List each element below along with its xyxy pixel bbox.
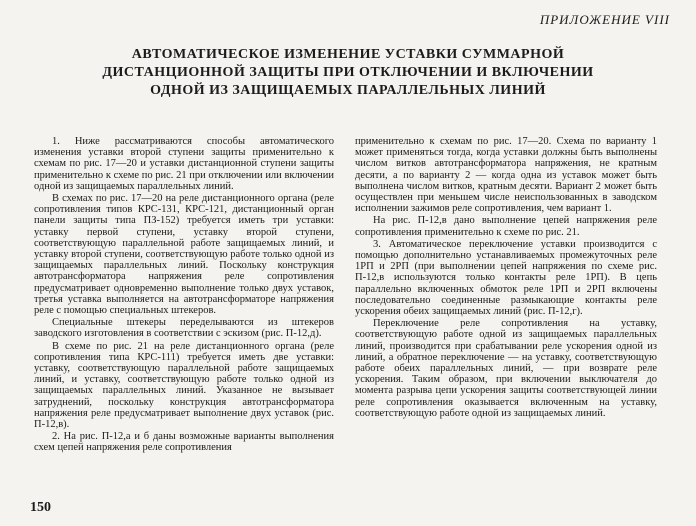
right-column (355, 136, 657, 419)
paragraph: 3. Автоматическое переключение уставки производится с помощью дополнительно устанавливаемых промежуточных реле 1РП и 2РП (при выполнении цепей напряжения по схеме рис. П-12,в используются только контакты реле 1РП). В цепь параллельно включенных обмоток реле 1РП и 2РП включены последовательно соединенные размыкающие контакты реле ускорения обеих защищаемых линий (рис. П-12,г). (355, 238, 657, 318)
title-line-1: АВТОМАТИЧЕСКОЕ ИЗМЕНЕНИЕ УСТАВКИ СУММАРНОЙ (131, 47, 565, 62)
paragraph: В схемах по рис. 17—20 на реле дистанционного органа (реле сопротивления типов КРС-131, КРС-121, дистанционный орган панели защиты типа ПЗ-152) требуется иметь три уставки: уставку первой ступени, уставку второй ступени, соответствующую параллельной работе защищаемых линий, и уставку второй ступени, соответствующую работе только одной из защищаемых параллельных линий. Поскольку конструкция автотрансформатора напряжения реле сопротивления предусматривает одновременно выполнение только двух уставок, третья уставка выполняется на автотрансформаторе напряжения реле с помощью специальных штекеров. (34, 193, 334, 317)
paragraph: 2. На рис. П-12,а и б даны возможные варианты выполнения схем цепей напряжения реле сопротивления (34, 431, 334, 454)
paragraph: 1. Ниже рассматриваются способы автоматического изменения уставки второй ступени защиты применительно к схемам по рис. 17—20 и уставки дистанционной ступени защиты применительно к схеме по рис. 21 при отключении или включении одной из защищаемых параллельных линий. (34, 136, 334, 192)
paragraph: применительно к схемам по рис. 17—20. Схема по варианту 1 может применяться тогда, когда уставки должны быть выполнены числом витков автотрансформатора напряжения, не кратным десяти, а по варианту 2 — когда одна из уставок может быть выполнена числом витков, кратным десяти. Вариант 2 может быть осуществлен при меньшем числе неиспользованных в заводском исполнении зажимов реле сопротивления, чем вариант 1. (355, 136, 657, 215)
left-column (34, 136, 334, 454)
title-line-3: ОДНОЙ ИЗ ЗАЩИЩАЕМЫХ ПАРАЛЛЕЛЬНЫХ ЛИНИЙ (150, 83, 546, 98)
paragraph: Переключение реле сопротивления на уставку, соответствующую работе одной из защищаемых параллельных линий, производится при срабатывании реле ускорения одной из линий, а обратное переключение — на уставку, соответствующую работе обеих параллельных линий, — при возврате реле ускорения. Таким образом, при включении выключателя до момента разрыва цепи ускорения защиты соответствующей линии реле сопротивления оказывается включенным на уставку, соответствующую работе одной из защищаемых линий. (355, 318, 657, 419)
appendix-header: ПРИЛОЖЕНИЕ VIII (539, 12, 670, 27)
page-number: 150 (30, 500, 51, 515)
paragraph: В схеме по рис. 21 на реле дистанционного органа (реле сопротивления типа КРС-111) требуется иметь две уставки: уставку, соответствующую параллельной работе защищаемых линий, и уставку, соответствующую работе только одной из защищаемых параллельных линий. Указанное не вызывает затруднений, поскольку конструкция автотрансформатора напряжения реле предусматривает выполнение двух уставок (рис. П-12,в). (34, 340, 334, 431)
paragraph: На рис. П-12,в дано выполнение цепей напряжения реле сопротивления применительно к схеме по рис. 21. (355, 215, 657, 238)
paragraph: Специальные штекеры переделываются из штекеров заводского изготовления в соответствии с эскизом (рис. П-12,д). (34, 317, 334, 340)
title-line-2: ДИСТАНЦИОННОЙ ЗАЩИТЫ ПРИ ОТКЛЮЧЕНИИ И ВКЛЮЧЕНИИ (102, 65, 594, 80)
page-title (30, 46, 666, 100)
